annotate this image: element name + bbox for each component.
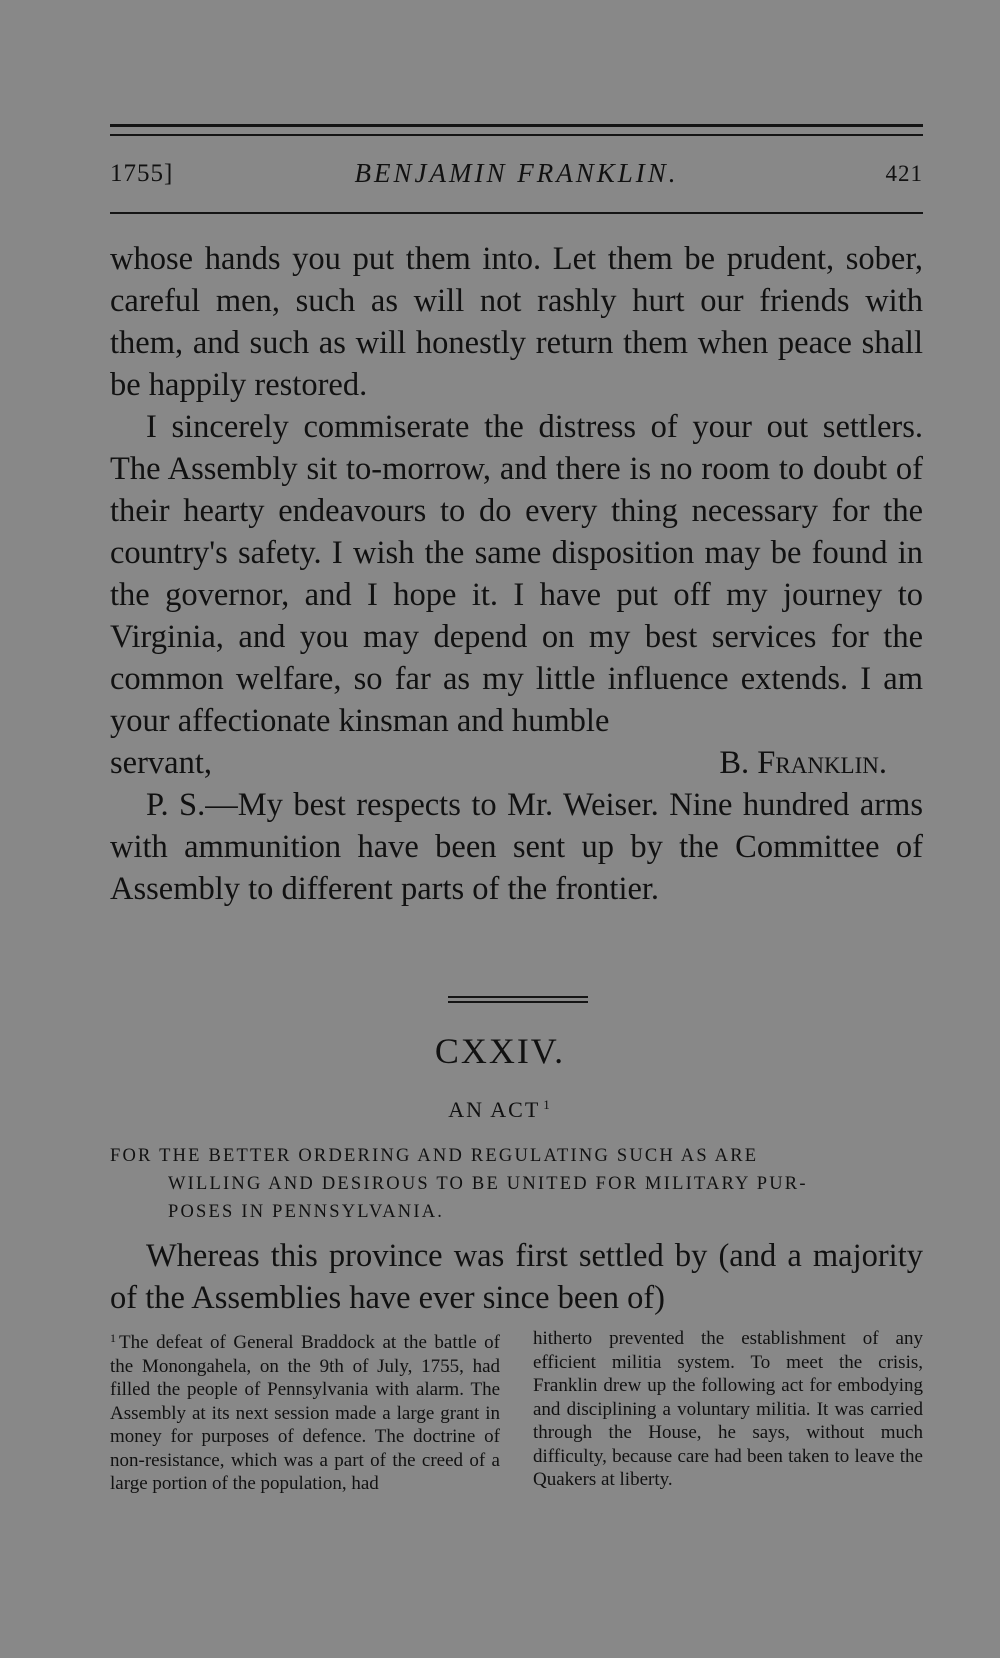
section-divider [448, 996, 588, 1003]
footnote-text [110, 1327, 500, 1496]
act-subtitle-line: POSES IN PENNSYLVANIA. [168, 1202, 445, 1222]
footnote-column-left [110, 1327, 500, 1496]
footnote-marker: 1 [110, 1331, 116, 1345]
header-rule [110, 212, 923, 214]
letter-signature: B. Franklin. [719, 745, 887, 781]
act-subtitle-line: WILLING AND DESIROUS TO BE UNITED FOR MILITARY PUR- [168, 1174, 808, 1194]
top-rule-thin [110, 134, 923, 136]
letter-paragraph: I sincerely commiserate the distress of your out settlers. The Assembly sit to-morrow, and there is no room to doubt of their hearty endeavours to do every thing necessary for the country's safety. I wish the same disposition may be found in the governor, and I hope it. I have put off my journey to Virginia, and you may depend on my best services for the common welfare, so far as my little influence extends. I am your affectionate kinsman and humble [110, 409, 923, 739]
postscript: P. S.—My best respects to Mr. Weiser. Nine hundred arms with ammunition have been sent up by the Committee of Assembly to different parts of the frontier. [110, 787, 923, 907]
signature-line [110, 742, 923, 784]
top-rule [110, 124, 923, 127]
footnote-column-right [533, 1327, 923, 1492]
footnote-reference: 1 [543, 1097, 552, 1112]
act-subtitle-line: FOR THE BETTER ORDERING AND REGULATING SUCH AS ARE [110, 1146, 759, 1166]
letter-body [110, 238, 923, 910]
page-number: 421 [885, 161, 923, 186]
running-head-year: 1755] [110, 160, 174, 187]
act-subtitle [110, 1142, 923, 1226]
act-opening-text: Whereas this province was first settled by (and a majority of the Assemblies have ever since been of) [110, 1238, 923, 1316]
section-heading-text: AN ACT [448, 1097, 541, 1122]
section-heading [0, 1097, 1000, 1123]
running-head-title: BENJAMIN FRANKLIN. [354, 158, 679, 188]
act-opening [110, 1235, 923, 1319]
footnote-text-right: hitherto prevented the establishment of any efficient militia system. To meet the crisis, Franklin drew up the following act for embodying and disciplining a voluntary militia. It was carried through the House, he says, without much difficulty, because care had been taken to leave the Quakers at liberty. [533, 1328, 923, 1490]
letter-paragraph: whose hands you put them into. Let them be prudent, sober, careful men, such as will not rashly hurt our friends with them, and such as will honestly return them when peace shall be happily restored. [110, 241, 923, 403]
letter-closing: servant, [110, 745, 212, 781]
section-number: CXXIV. [434, 1031, 566, 1071]
running-head [110, 158, 923, 198]
footnote-text-left: The defeat of General Braddock at the battle of the Monongahela, on the 9th of July, 1755, had filled the people of Pennsylvania with alarm. The Assembly at its next session made a large grant in money for purposes of defence. The doctrine of non-resistance, which was a part of the creed of a large portion of the population, had [110, 1332, 500, 1494]
